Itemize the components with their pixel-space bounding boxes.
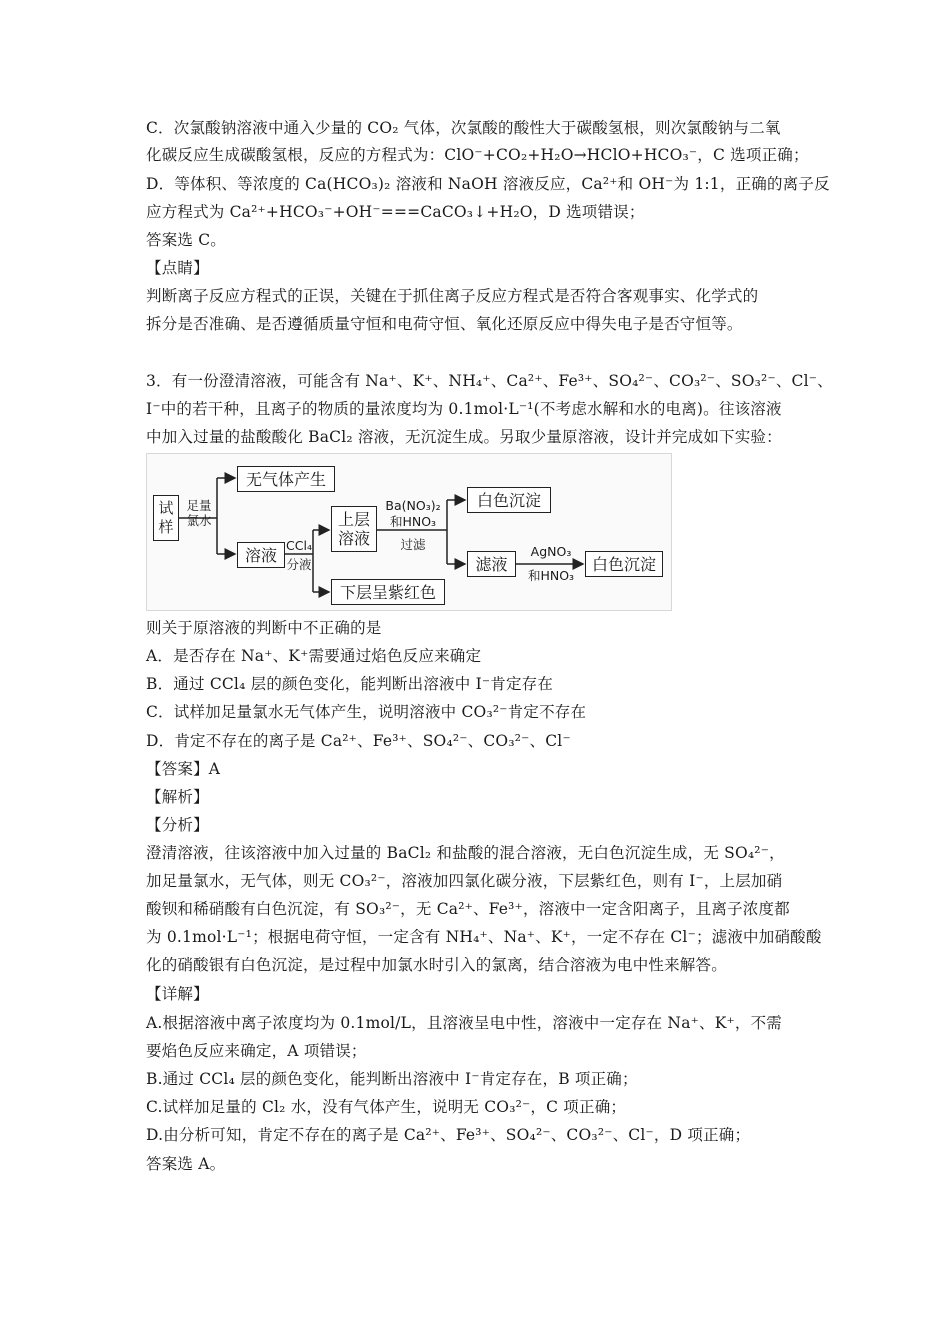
text-line: C．次氯酸钠溶液中通入少量的 CO₂ 气体，次氯酸的酸性大于碳酸氢根，则次氯酸钠与二氧	[146, 119, 781, 137]
section-heading: 【分析】	[146, 816, 209, 834]
text-line: 拆分是否准确、是否遵循质量守恒和电荷守恒、氧化还原反应中得失电子是否守恒等。	[146, 315, 743, 333]
upper-layer-box: 上层溶液	[331, 506, 377, 552]
option-a: A．是否存在 Na⁺、K⁺需要通过焰色反应来确定	[146, 647, 482, 665]
answer-line: 【答案】A	[146, 760, 221, 778]
text-line: 化碳反应生成碳酸氢根，反应的方程式为：ClO⁻+CO₂+H₂O→HClO+HCO₃⁻，C 选项正确；	[146, 146, 809, 164]
filter-label: 过滤	[400, 537, 426, 552]
separate-label: 分液	[286, 557, 312, 572]
experiment-flowchart	[146, 453, 672, 611]
no-gas-box: 无气体产生	[237, 466, 335, 492]
text-line: 澄清溶液，往该溶液中加入过量的 BaCl₂ 和盐酸的混合溶液，无白色沉淀生成，无 SO₄²⁻，	[146, 844, 785, 862]
question-stem: I⁻中的若干种，且离子的物质的量浓度均为 0.1mol·L⁻¹(不考虑水解和水的电离)。往该溶液	[146, 400, 782, 418]
text-line: 为 0.1mol·L⁻¹；根据电荷守恒，一定含有 NH₄⁺、Na⁺、K⁺，一定不存在 Cl⁻；滤液中加硝酸酸	[146, 928, 822, 946]
section-heading: 【点睛】	[146, 259, 209, 277]
text-line: B.通过 CCl₄ 层的颜色变化，能判断出溶液中 I⁻肯定存在，B 项正确；	[146, 1070, 638, 1088]
option-b: B．通过 CCl₄ 层的颜色变化，能判断出溶液中 I⁻肯定存在	[146, 675, 554, 693]
lower-layer-box: 下层呈紫红色	[331, 579, 445, 605]
text-line: 应方程式为 Ca²⁺+HCO₃⁻+OH⁻===CaCO₃↓+H₂O，D 选项错误；	[146, 203, 645, 221]
section-heading: 【详解】	[146, 985, 209, 1003]
bano3-label: Ba(NO₃)₂	[385, 498, 441, 513]
chlorine-water-label: 足量氯水	[186, 498, 212, 528]
and-hno3-label: 和HNO₃	[389, 514, 437, 529]
text-line: 答案选 A。	[146, 1155, 226, 1173]
and-hno3-label: 和HNO₃	[527, 568, 575, 583]
question-prompt: 则关于原溶液的判断中不正确的是	[146, 619, 382, 637]
text-line: 酸钡和稀硝酸有白色沉淀，有 SO₃²⁻，无 Ca²⁺、Fe³⁺，溶液中一定含阳离子，且离子浓度都	[146, 900, 790, 918]
text-line: 化的硝酸银有白色沉淀，是过程中加氯水时引入的氯离，结合溶液为电中性来解答。	[146, 956, 727, 974]
text-line: D.由分析可知，肯定不存在的离子是 Ca²⁺、Fe³⁺、SO₄²⁻、CO₃²⁻、Cl⁻，D 项正确；	[146, 1126, 751, 1144]
text-line: 要焰色反应来确定，A 项错误；	[146, 1042, 367, 1060]
sample-box: 试样	[153, 495, 179, 541]
filtrate-box: 滤液	[467, 551, 516, 577]
question-stem: 中加入过量的盐酸酸化 BaCl₂ 溶液，无沉淀生成。另取少量原溶液，设计并完成如下实验：	[146, 428, 782, 446]
question-stem: 3．有一份澄清溶液，可能含有 Na⁺、K⁺、NH₄⁺、Ca²⁺、Fe³⁺、SO₄²⁻、CO₃²⁻、SO₃²⁻、Cl⁻、	[146, 372, 833, 390]
text-line: 答案选 C。	[146, 231, 226, 249]
text-line: A.根据溶液中离子浓度均为 0.1mol/L，且溶液呈电中性，溶液中一定存在 Na⁺、K⁺，不需	[146, 1014, 782, 1032]
option-c: C．试样加足量氯水无气体产生，说明溶液中 CO₃²⁻肯定不存在	[146, 703, 587, 721]
solution-box: 溶液	[237, 542, 285, 568]
white-precipitate-box: 白色沉淀	[585, 551, 663, 577]
text-line: D．等体积、等浓度的 Ca(HCO₃)₂ 溶液和 NaOH 溶液反应，Ca²⁺和 OH⁻为 1:1，正确的离子反	[146, 175, 830, 193]
agno3-label: AgNO₃	[530, 544, 572, 559]
text-line: 判断离子反应方程式的正误，关键在于抓住离子反应方程式是否符合客观事实、化学式的	[146, 287, 759, 305]
text-line: C.试样加足量的 Cl₂ 水，没有气体产生，说明无 CO₃²⁻，C 项正确；	[146, 1098, 627, 1116]
white-precipitate-box: 白色沉淀	[467, 487, 551, 513]
option-d: D．肯定不存在的离子是 Ca²⁺、Fe³⁺、SO₄²⁻、CO₃²⁻、Cl⁻	[146, 732, 571, 750]
ccl4-label: CCl₄	[286, 538, 312, 553]
section-heading: 【解析】	[146, 788, 209, 806]
text-line: 加足量氯水，无气体，则无 CO₃²⁻，溶液加四氯化碳分液，下层紫红色，则有 I⁻，上层加硝	[146, 872, 783, 890]
